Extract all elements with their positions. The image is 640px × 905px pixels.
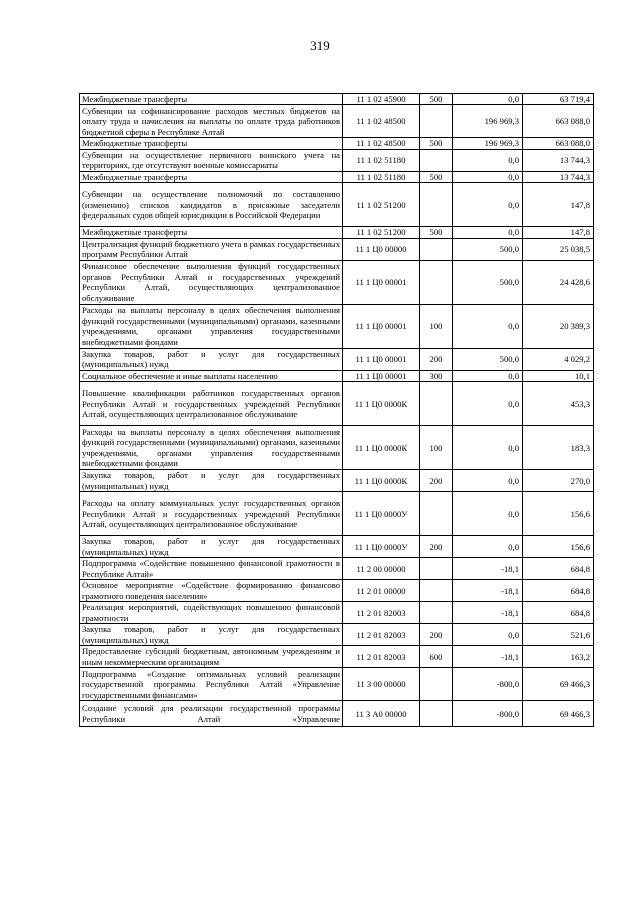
page-number: 319 bbox=[310, 38, 330, 53]
target-code-cell: 11 1 Ц0 00000 bbox=[343, 238, 420, 260]
expense-type-cell bbox=[420, 492, 453, 536]
expense-type-cell: 500 bbox=[420, 171, 453, 182]
change-amount-cell: 0,0 bbox=[453, 94, 523, 105]
total-amount-cell: 663 088,0 bbox=[523, 105, 594, 138]
change-amount-cell: -18,1 bbox=[453, 646, 523, 668]
expense-type-cell bbox=[420, 183, 453, 227]
row-name-cell: Закупка товаров, работ и услуг для государственных (муниципальных) нужд bbox=[80, 470, 343, 492]
table-row bbox=[80, 183, 594, 227]
total-amount-cell: 453,3 bbox=[523, 382, 594, 426]
row-name-cell: Создание условий для реализации государственной программы Республики Алтай «Управление bbox=[80, 701, 343, 727]
expense-type-cell bbox=[420, 580, 453, 602]
row-name-cell: Расходы на оплату коммунальных услуг государственных органов Республики Алтай и государственных учреждений Республики Алтай, осуществляющих централизованное обслуживание bbox=[80, 492, 343, 536]
target-code-cell: 11 1 02 51180 bbox=[343, 149, 420, 171]
change-amount-cell: 0,0 bbox=[453, 149, 523, 171]
table-row bbox=[80, 138, 594, 149]
total-amount-cell: 69 466,3 bbox=[523, 701, 594, 727]
change-amount-cell: 0,0 bbox=[453, 536, 523, 558]
table-row bbox=[80, 602, 594, 624]
change-amount-cell: 0,0 bbox=[453, 426, 523, 470]
table-row bbox=[80, 470, 594, 492]
expense-type-cell: 300 bbox=[420, 370, 453, 381]
expense-type-cell: 100 bbox=[420, 304, 453, 348]
table-row bbox=[80, 348, 594, 370]
row-name-cell: Основное мероприятие «Содействие формированию финансово грамотного поведения населения» bbox=[80, 580, 343, 602]
total-amount-cell: 684,8 bbox=[523, 558, 594, 580]
row-name-cell: Закупка товаров, работ и услуг для государственных (муниципальных) нужд bbox=[80, 536, 343, 558]
row-name-cell: Закупка товаров, работ и услуг для государственных (муниципальных) нужд bbox=[80, 624, 343, 646]
change-amount-cell: 500,0 bbox=[453, 348, 523, 370]
target-code-cell: 11 2 01 82003 bbox=[343, 602, 420, 624]
expense-type-cell: 200 bbox=[420, 348, 453, 370]
total-amount-cell: 10,1 bbox=[523, 370, 594, 381]
total-amount-cell: 684,8 bbox=[523, 580, 594, 602]
expense-type-cell bbox=[420, 701, 453, 727]
expense-type-cell bbox=[420, 558, 453, 580]
change-amount-cell: 0,0 bbox=[453, 624, 523, 646]
total-amount-cell: 521,6 bbox=[523, 624, 594, 646]
table-row bbox=[80, 646, 594, 668]
target-code-cell: 11 1 02 51200 bbox=[343, 227, 420, 238]
row-name-cell: Подпрограмма «Содействие повышению финансовой грамотности в Республике Алтай» bbox=[80, 558, 343, 580]
table-row bbox=[80, 227, 594, 238]
expense-type-cell: 500 bbox=[420, 94, 453, 105]
target-code-cell: 11 2 01 82003 bbox=[343, 646, 420, 668]
expense-type-cell: 200 bbox=[420, 624, 453, 646]
target-code-cell: 11 1 02 51200 bbox=[343, 183, 420, 227]
table-row bbox=[80, 668, 594, 701]
expense-type-cell bbox=[420, 238, 453, 260]
table-row bbox=[80, 580, 594, 602]
change-amount-cell: 0,0 bbox=[453, 171, 523, 182]
target-code-cell: 11 1 02 48500 bbox=[343, 105, 420, 138]
total-amount-cell: 25 038,5 bbox=[523, 238, 594, 260]
target-code-cell: 11 1 Ц0 00001 bbox=[343, 370, 420, 381]
total-amount-cell: 156,6 bbox=[523, 536, 594, 558]
change-amount-cell: 196 969,3 bbox=[453, 138, 523, 149]
expense-type-cell: 200 bbox=[420, 536, 453, 558]
table-row bbox=[80, 370, 594, 381]
expense-type-cell bbox=[420, 668, 453, 701]
table-row bbox=[80, 382, 594, 426]
change-amount-cell: 0,0 bbox=[453, 492, 523, 536]
total-amount-cell: 163,2 bbox=[523, 646, 594, 668]
change-amount-cell: 500,0 bbox=[453, 238, 523, 260]
target-code-cell: 11 3 00 00000 bbox=[343, 668, 420, 701]
table-row bbox=[80, 94, 594, 105]
target-code-cell: 11 1 Ц0 0000К bbox=[343, 470, 420, 492]
table-row bbox=[80, 149, 594, 171]
table-row bbox=[80, 558, 594, 580]
expense-type-cell bbox=[420, 149, 453, 171]
change-amount-cell: -18,1 bbox=[453, 558, 523, 580]
change-amount-cell: -800,0 bbox=[453, 668, 523, 701]
row-name-cell: Закупка товаров, работ и услуг для государственных (муниципальных) нужд bbox=[80, 348, 343, 370]
total-amount-cell: 63 719,4 bbox=[523, 94, 594, 105]
total-amount-cell: 147,8 bbox=[523, 183, 594, 227]
expense-type-cell: 500 bbox=[420, 138, 453, 149]
total-amount-cell: 183,3 bbox=[523, 426, 594, 470]
target-code-cell: 11 2 00 00000 bbox=[343, 558, 420, 580]
target-code-cell: 11 1 Ц0 0000У bbox=[343, 536, 420, 558]
row-name-cell: Субвенции на софинансирование расходов местных бюджетов на оплату труда и начисления на выплаты по оплате труда работников бюджетной сферы в Республике Алтай bbox=[80, 105, 343, 138]
change-amount-cell: 0,0 bbox=[453, 470, 523, 492]
table-row bbox=[80, 238, 594, 260]
change-amount-cell: 0,0 bbox=[453, 382, 523, 426]
target-code-cell: 11 1 02 45900 bbox=[343, 94, 420, 105]
change-amount-cell: -800,0 bbox=[453, 701, 523, 727]
table-row bbox=[80, 426, 594, 470]
change-amount-cell: 196 969,3 bbox=[453, 105, 523, 138]
row-name-cell: Социальное обеспечение и иные выплаты населению bbox=[80, 370, 343, 381]
row-name-cell: Предоставление субсидий бюджетным, автономным учреждениям и иным некоммерческим организациям bbox=[80, 646, 343, 668]
row-name-cell: Расходы на выплаты персоналу в целях обеспечения выполнения функций государственными (муниципальными) органами, казенными учреждениями, органами управления государственными внебюджетными фондами bbox=[80, 426, 343, 470]
total-amount-cell: 20 389,3 bbox=[523, 304, 594, 348]
total-amount-cell: 147,8 bbox=[523, 227, 594, 238]
total-amount-cell: 13 744,3 bbox=[523, 149, 594, 171]
row-name-cell: Субвенции на осуществление первичного воинского учета на территориях, где отсутствуют военные комиссариаты bbox=[80, 149, 343, 171]
target-code-cell: 11 1 Ц0 00001 bbox=[343, 260, 420, 304]
table-row bbox=[80, 304, 594, 348]
total-amount-cell: 270,0 bbox=[523, 470, 594, 492]
change-amount-cell: 0,0 bbox=[453, 183, 523, 227]
total-amount-cell: 684,8 bbox=[523, 602, 594, 624]
expense-type-cell: 600 bbox=[420, 646, 453, 668]
expense-type-cell: 100 bbox=[420, 426, 453, 470]
row-name-cell: Финансовое обеспечение выполнения функций государственных органов Республики Алтай и государственных учреждений Республики Алтай, осуществляющих централизованное обслуживание bbox=[80, 260, 343, 304]
total-amount-cell: 69 466,3 bbox=[523, 668, 594, 701]
table-row bbox=[80, 536, 594, 558]
total-amount-cell: 24 428,6 bbox=[523, 260, 594, 304]
change-amount-cell: 0,0 bbox=[453, 370, 523, 381]
target-code-cell: 11 1 Ц0 0000У bbox=[343, 492, 420, 536]
expense-type-cell bbox=[420, 105, 453, 138]
row-name-cell: Межбюджетные трансферты bbox=[80, 94, 343, 105]
table-row bbox=[80, 171, 594, 182]
table-body bbox=[80, 94, 594, 727]
target-code-cell: 11 1 Ц0 00001 bbox=[343, 348, 420, 370]
expense-type-cell: 200 bbox=[420, 470, 453, 492]
change-amount-cell: 500,0 bbox=[453, 260, 523, 304]
total-amount-cell: 4 029,2 bbox=[523, 348, 594, 370]
target-code-cell: 11 1 02 48500 bbox=[343, 138, 420, 149]
row-name-cell: Централизация функций бюджетного учета в рамках государственных программ Республики Алтай bbox=[80, 238, 343, 260]
row-name-cell: Подпрограмма «Создание оптимальных условий реализации государственной программы Республики Алтай «Управление государственными финансами» bbox=[80, 668, 343, 701]
expense-type-cell bbox=[420, 260, 453, 304]
table-row bbox=[80, 701, 594, 727]
total-amount-cell: 663 088,0 bbox=[523, 138, 594, 149]
target-code-cell: 11 1 02 51180 bbox=[343, 171, 420, 182]
table-row bbox=[80, 260, 594, 304]
target-code-cell: 11 1 Ц0 00001 bbox=[343, 304, 420, 348]
target-code-cell: 11 2 01 82003 bbox=[343, 624, 420, 646]
row-name-cell: Субвенции на осуществление полномочий по составлению (изменению) списков кандидатов в присяжные заседатели федеральных судов общей юрисдикции в Российской Федерации bbox=[80, 183, 343, 227]
row-name-cell: Межбюджетные трансферты bbox=[80, 138, 343, 149]
target-code-cell: 11 2 01 00000 bbox=[343, 580, 420, 602]
change-amount-cell: 0,0 bbox=[453, 227, 523, 238]
target-code-cell: 11 1 Ц0 0000К bbox=[343, 382, 420, 426]
target-code-cell: 11 1 Ц0 0000К bbox=[343, 426, 420, 470]
table-row bbox=[80, 492, 594, 536]
change-amount-cell: 0,0 bbox=[453, 304, 523, 348]
target-code-cell: 11 3 А0 00000 bbox=[343, 701, 420, 727]
row-name-cell: Межбюджетные трансферты bbox=[80, 227, 343, 238]
total-amount-cell: 156,6 bbox=[523, 492, 594, 536]
table-row bbox=[80, 624, 594, 646]
expense-type-cell bbox=[420, 382, 453, 426]
expense-type-cell bbox=[420, 602, 453, 624]
row-name-cell: Расходы на выплаты персоналу в целях обеспечения выполнения функций государственными (муниципальными) органами, казенными учреждениями, органами управления государственными внебюджетными фондами bbox=[80, 304, 343, 348]
table-row bbox=[80, 105, 594, 138]
budget-table bbox=[79, 93, 594, 727]
change-amount-cell: -18,1 bbox=[453, 580, 523, 602]
change-amount-cell: -18,1 bbox=[453, 602, 523, 624]
total-amount-cell: 13 744,3 bbox=[523, 171, 594, 182]
row-name-cell: Реализация мероприятий, содействующих повышению финансовой грамотности bbox=[80, 602, 343, 624]
row-name-cell: Повышение квалификации работников государственных органов Республики Алтай и государственных учреждений Республики Алтай, осуществляющих централизованное обслуживание bbox=[80, 382, 343, 426]
row-name-cell: Межбюджетные трансферты bbox=[80, 171, 343, 182]
expense-type-cell: 500 bbox=[420, 227, 453, 238]
